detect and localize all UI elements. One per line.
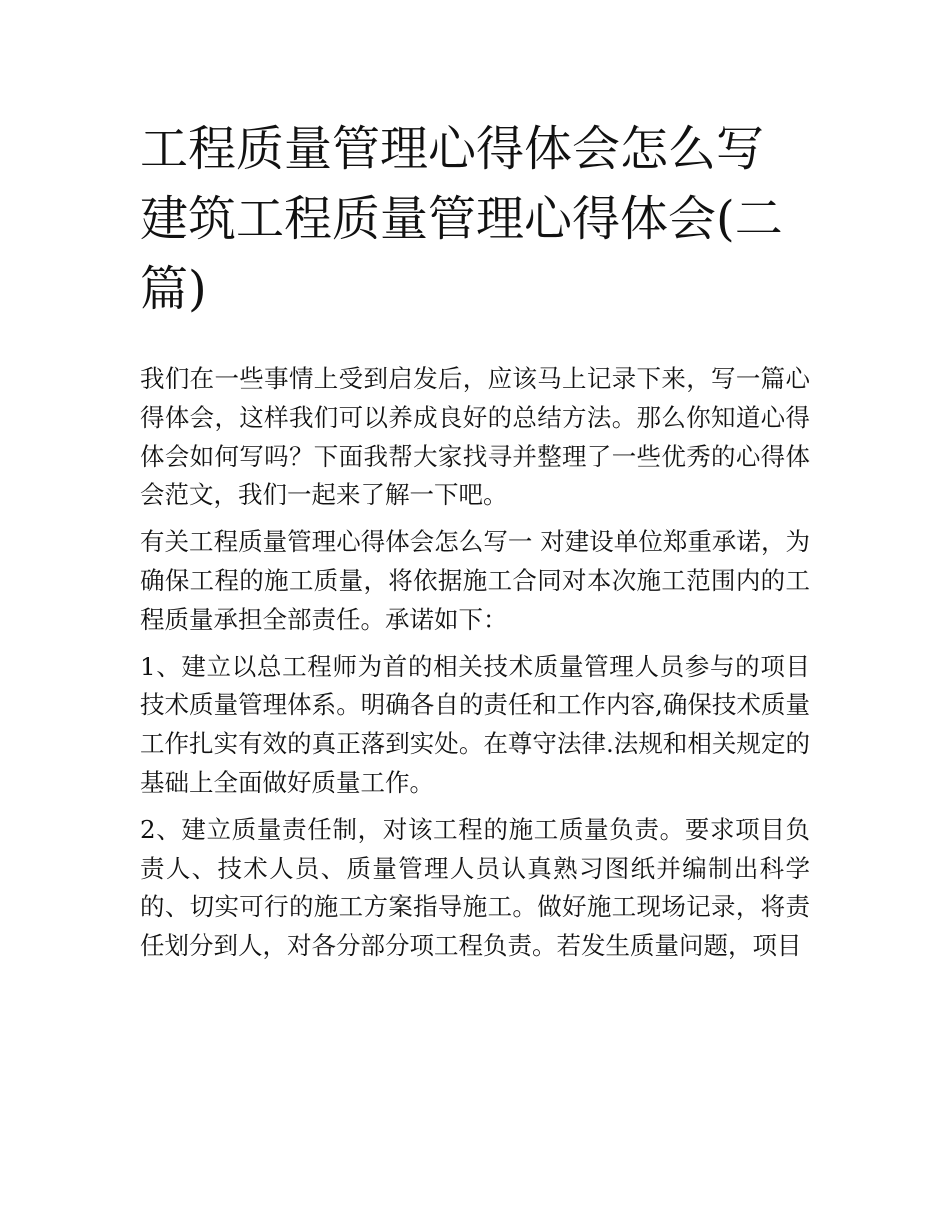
document-title: 工程质量管理心得体会怎么写 建筑工程质量管理心得体会(二篇): [140, 121, 783, 317]
document-body: [140, 360, 810, 966]
commitment-paragraph: 有关工程质量管理心得体会怎么写一 对建设单位郑重承诺，为确保工程的施工质量，将依据施工合同对本次施工范围内的工程质量承担全部责任。承诺如下：: [140, 527, 810, 634]
item-1-paragraph: 1、建立以总工程师为首的相关技术质量管理人员参与的项目技术质量管理体系。明确各自的责任和工作内容,确保技术质量工作扎实有效的真正落到实处。在尊守法律.法规和相关规定的基础上全面做好质量工作。: [140, 651, 810, 797]
intro-paragraph: 我们在一些事情上受到启发后，应该马上记录下来，写一篇心得体会，这样我们可以养成良好的总结方法。那么你知道心得体会如何写吗？下面我帮大家找寻并整理了一些优秀的心得体会范文，我们一起来了解一下吧。: [140, 364, 810, 510]
item-2-paragraph: 2、建立质量责任制，对该工程的施工质量负责。要求项目负责人、技术人员、质量管理人员认真熟习图纸并编制出科学的、切实可行的施工方案指导施工。做好施工现场记录，将责任划分到人，对各分部分项工程负责。若发生质量问题，项目: [140, 814, 810, 961]
